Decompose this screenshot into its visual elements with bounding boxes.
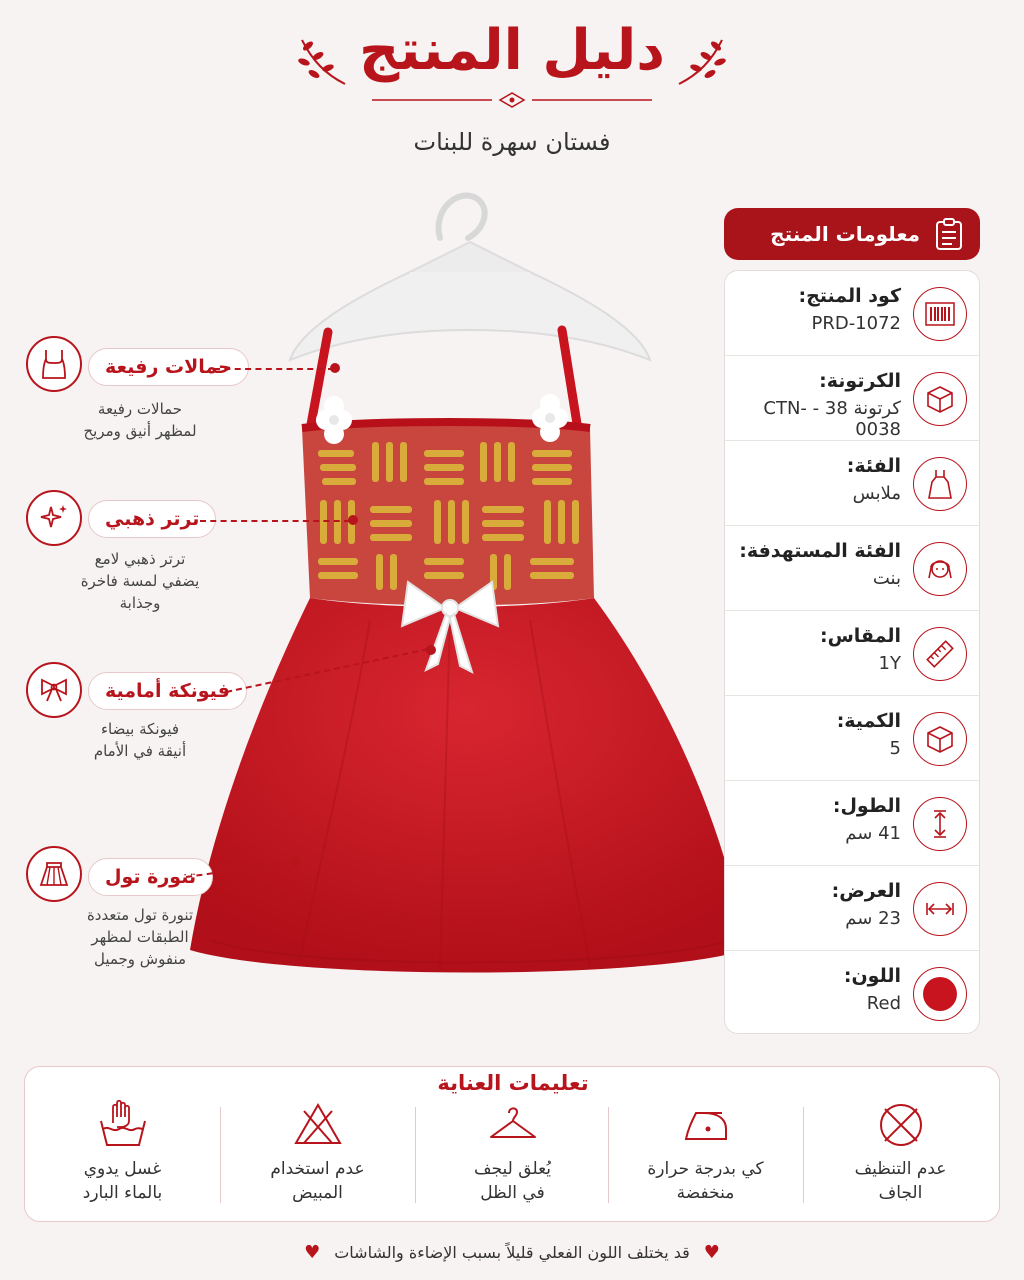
clipboard-icon <box>934 217 964 251</box>
info-row-quantity <box>725 696 980 781</box>
care-item-no-bleach <box>220 1097 415 1217</box>
divider-ornament-icon <box>362 92 662 108</box>
info-label: المقاس: <box>819 625 901 647</box>
info-row-category <box>725 441 980 526</box>
girl-icon <box>913 542 967 596</box>
care-label: عدم التنظيف الجاف <box>854 1159 947 1203</box>
ruler-icon <box>913 627 967 681</box>
feature-description: تنورة تول متعددة الطبقات لمظهر منفوش وجميل <box>86 906 194 968</box>
tank-top-icon <box>26 336 82 392</box>
heart-icon: ♥ <box>703 1241 720 1263</box>
page-title: دليل المنتج <box>359 18 665 83</box>
info-row-size <box>725 611 980 696</box>
heart-icon: ♥ <box>304 1241 321 1263</box>
info-label: الكمية: <box>836 710 901 732</box>
care-item-no-dry-clean <box>803 1097 998 1217</box>
barcode-icon <box>913 287 967 341</box>
feature-description: فيونكة بيضاء أنيقة في الأمام <box>93 720 187 760</box>
info-value: Red <box>866 993 901 1014</box>
bow-icon <box>26 662 82 718</box>
feature-description: حمالات رفيعة لمظهر أنيق ومريح <box>83 400 197 440</box>
color-swatch-icon <box>913 967 967 1021</box>
info-label: العرض: <box>831 880 901 902</box>
care-label: كي بدرجة حرارة منخفضة <box>647 1159 764 1203</box>
care-title: تعليمات العناية <box>437 1071 589 1095</box>
care-item-hang-dry <box>415 1097 610 1217</box>
product-info-title: معلومات المنتج <box>770 222 920 246</box>
info-label: الكرتونة: <box>819 370 901 392</box>
hand-wash-icon <box>95 1099 151 1151</box>
no-bleach-icon <box>290 1099 346 1151</box>
info-value: 41 سم <box>845 823 901 844</box>
footer-note-bar <box>0 1240 1024 1264</box>
care-label: عدم استخدام المبيض <box>270 1159 365 1203</box>
care-item-iron-low <box>608 1097 803 1217</box>
info-value: 5 <box>889 738 901 759</box>
info-label: كود المنتج: <box>798 285 901 307</box>
box-icon <box>913 372 967 426</box>
care-label: غسل يدوي بالماء البارد <box>82 1159 163 1203</box>
info-row-target <box>725 526 980 611</box>
info-row-length <box>725 781 980 866</box>
sparkle-icon <box>26 490 82 546</box>
info-label: اللون: <box>843 965 901 987</box>
iron-low-icon <box>678 1099 734 1151</box>
care-item-hand-wash <box>25 1097 220 1217</box>
width-icon <box>913 882 967 936</box>
feature-description: ترتر ذهبي لامع يضفي لمسة فاخرة وجذابة <box>80 550 200 612</box>
hanger-image <box>290 196 650 360</box>
dress-illustration <box>170 180 770 1000</box>
footer-note: قد يختلف اللون الفعلي قليلاً بسبب الإضاءة والشاشات <box>334 1242 690 1262</box>
info-value: 1Y <box>878 653 901 674</box>
feature-label: فيونكة أمامية <box>88 672 247 710</box>
info-value: PRD-1072 <box>811 313 901 334</box>
info-row-width <box>725 866 980 951</box>
info-value: بنت <box>872 568 901 589</box>
care-label: يُعلق ليجف في الظل <box>473 1159 552 1203</box>
product-info-table <box>724 270 980 1034</box>
info-row-color <box>725 951 980 1034</box>
info-label: الفئة: <box>846 455 901 477</box>
length-icon <box>913 797 967 851</box>
info-value: 23 سم <box>845 908 901 929</box>
feature-label: حمالات رفيعة <box>88 348 249 386</box>
info-value: كرتونة 38 - CTN-0038 <box>763 398 901 440</box>
no-dry-clean-icon <box>873 1099 929 1151</box>
product-info-header <box>724 208 980 260</box>
info-label: الفئة المستهدفة: <box>739 540 901 562</box>
info-label: الطول: <box>832 795 901 817</box>
info-value: ملابس <box>852 483 901 504</box>
feature-label: تنورة تول <box>88 858 213 896</box>
feature-label: ترتر ذهبي <box>88 500 216 538</box>
care-instructions-panel <box>24 1066 1000 1222</box>
hanger-icon <box>485 1099 541 1151</box>
skirt-icon <box>26 846 82 902</box>
dress-icon <box>913 457 967 511</box>
info-row-carton <box>725 356 980 441</box>
package-icon <box>913 712 967 766</box>
page-subtitle: فستان سهرة للبنات <box>413 128 611 156</box>
info-row-code <box>725 271 980 356</box>
